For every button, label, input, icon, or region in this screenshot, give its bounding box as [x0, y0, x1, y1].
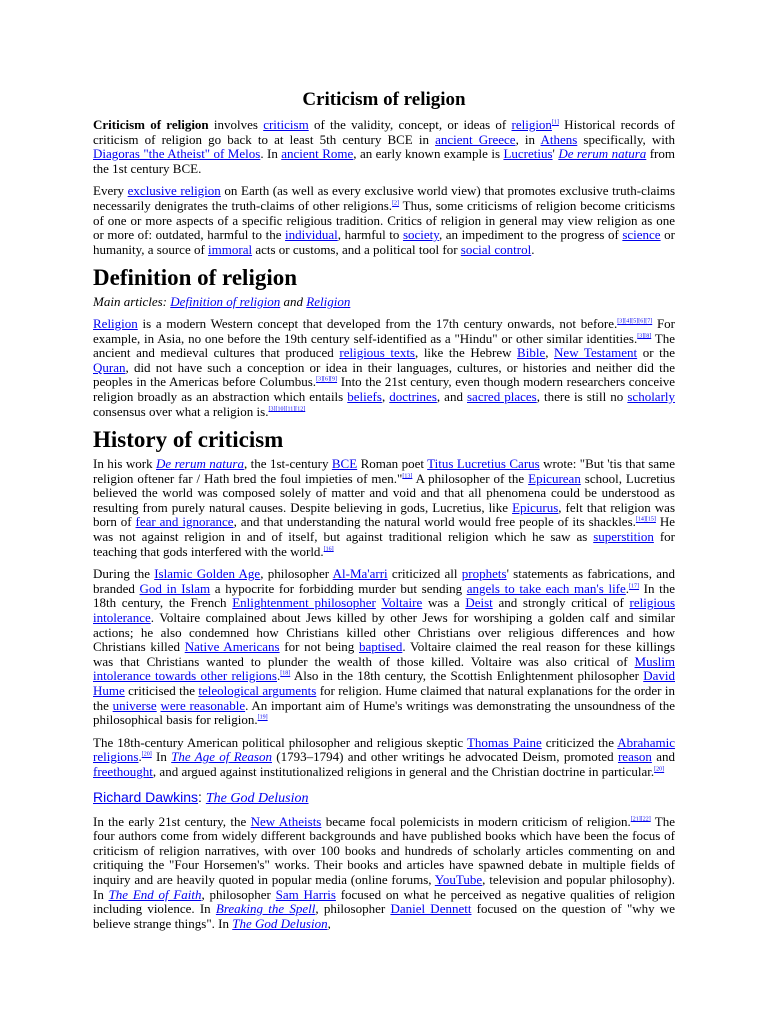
citation-group: [3][10][11][12] [268, 406, 306, 413]
link-diagoras[interactable]: Diagoras "the Atheist" of Melos [93, 146, 261, 162]
link-god-in-islam[interactable]: God in Islam [139, 580, 211, 596]
paragraph-golden-age: During the Islamic Golden Age, philosopher Al-Ma'arri criticized all prophets' statements as fabrications, and branded God in Islam a hypocrite for forbidding murder but sending angels to take each man's life.[17] In the 18th century, the French Enlightenment philosopher Voltaire was a Deist and strongly critical of religious intolerance. Voltaire complained about Jews killed by other Jews for worshiping a golden calf and similar actions; he also condemned how Christians killed other Christians over religious differences and how Christians killed Native Americans for not being baptised. Voltaire claimed the real reason for these killings was that Christians wanted to plunder the wealth of those killed. Voltaire was also critical of Muslim intolerance towards other religions.[18] Also in the 18th century, the Scottish Enlightenment philosopher David Hume criticised the teleological arguments for religion. Hume claimed that natural explanations for the order in the universe were reasonable. An important aim of Hume's writings was demonstrating the unsoundness of the philosophical basis for religion.[19] [93, 566, 676, 728]
citation: [20] [141, 752, 152, 759]
link-al-maarri[interactable]: Al-Ma'arri [332, 566, 388, 582]
link-social-control[interactable]: social control [460, 241, 532, 257]
link-daniel-dennett[interactable]: Daniel Dennett [390, 901, 472, 917]
link-epicurean[interactable]: Epicurean [528, 470, 581, 486]
link-science[interactable]: science [622, 227, 661, 243]
link-youtube[interactable]: YouTube [434, 871, 483, 887]
paragraph-lucretius: In his work De rerum natura, the 1st-century BCE Roman poet Titus Lucretius Carus wrote: "But 'tis that same religion oftener far / Hath bred the foul impieties of men."[13] A philosopher of the Epicurean school, Lucretius believed the world was composed solely of matter and void and that all phenomena could be understood as resulting from purely natural causes. Despite believing in gods, Lucretius, like Epicurus, felt that religion was born of fear and ignorance, and that understanding the natural world would free people of its shackles.[14][15] He was not against religion in and of itself, but against traditional religion which he saw as superstition for teaching that gods interfered with the world.[16] [93, 456, 676, 559]
link-richard-dawkins[interactable]: Richard Dawkins [93, 788, 199, 805]
link-islamic-golden-age[interactable]: Islamic Golden Age [154, 566, 261, 582]
link-teleological-arguments[interactable]: teleological arguments [198, 683, 317, 698]
paragraph-exclusive: Every exclusive religion on Earth (as well as every exclusive world view) that promotes exclusive truth-claims necessarily denigrates the truth-claims of other religions.[2] Thus, some criticisms of religion become criticisms of one or more aspects of a specific religious tradition. Critics of religion in general may view religion as one or more of: outdated, harmful to the individual, harmful to society, an impediment to the progress of science or humanity, a source of immoral acts or customs, and a political tool for social control. [93, 183, 676, 257]
link-society[interactable]: society [402, 227, 439, 243]
citation: [14][15] [635, 517, 656, 524]
citation-group: [3][8] [637, 333, 652, 340]
link-de-rerum-natura[interactable]: De rerum natura [558, 146, 647, 162]
paragraph-definition: Religion is a modern Western concept that developed from the 17th century onwards, not before.[3][4][5][6][7] For example, in Asia, no one before the 19th century self-identified as a "Hindu" or other similar identities.[3][8] The ancient and medieval cultures that produced religious texts, like the Hebrew Bible, New Testament or the Quran, did not have such a conception or idea in their languages, cultures, or histories and neither did the peoples in the Americas before Columbus.[3][6][9] Into the 21st century, even though modern researchers conceive religion broadly as an abstraction which entails beliefs, doctrines, and sacred places, there is still no scholarly consensus over what a religion is.[3][10][11][12] [93, 315, 676, 419]
link-ancient-rome[interactable]: ancient Rome [281, 146, 354, 162]
link-native-americans[interactable]: Native Americans [184, 639, 280, 655]
link-lucretius[interactable]: Lucretius [503, 146, 553, 162]
heading-history: History of criticism [93, 427, 284, 453]
link-end-of-faith[interactable]: The End of Faith [108, 886, 202, 902]
link-new-atheists[interactable]: New Atheists [250, 813, 322, 829]
link-prophets[interactable]: prophets [461, 566, 507, 582]
link-athens[interactable]: Athens [540, 131, 578, 147]
link-baptised[interactable]: baptised [359, 639, 403, 655]
link-epicurus[interactable]: Epicurus [512, 499, 559, 515]
link-enlightenment-philosopher[interactable]: Enlightenment philosopher [232, 595, 376, 611]
link-religious-intolerance[interactable]: religious intolerance [93, 595, 676, 626]
citation-2: [2] [392, 200, 400, 207]
citation-group: [3][4][5][6][7] [617, 318, 653, 325]
link-sam-harris[interactable]: Sam Harris [275, 886, 336, 902]
link-age-of-reason[interactable]: The Age of Reason [171, 749, 272, 765]
intro-paragraph: Criticism of religion involves criticism of the validity, concept, or ideas of religion[1] Historical records of criticism of religion go back to at least 5th century BCE in ancient Greece, in Athens specifically, with Diagoras "the Atheist" of Melos. In ancient Rome, an early known example is Lucretius' De rerum natura from the 1st century BCE. [93, 117, 676, 176]
link-religion-main[interactable]: Religion [306, 294, 351, 310]
subheading-dawkins: Richard Dawkins: The God Delusion [93, 788, 309, 806]
citation: [19] [257, 714, 268, 721]
link-deist[interactable]: Deist [465, 595, 493, 611]
link-new-testament[interactable]: New Testament [554, 345, 638, 361]
link-fear-ignorance[interactable]: fear and ignorance [135, 514, 234, 530]
link-individual[interactable]: individual [285, 227, 338, 243]
citation: [17] [629, 583, 640, 590]
link-angels[interactable]: angels to take each man's life [466, 580, 626, 596]
link-bce[interactable]: BCE [331, 456, 358, 472]
link-quran[interactable]: Quran [93, 359, 126, 375]
link-scholarly[interactable]: scholarly [627, 388, 676, 404]
link-breaking-the-spell[interactable]: Breaking the Spell [215, 901, 316, 917]
link-criticism[interactable]: criticism [263, 117, 309, 132]
link-religious-texts[interactable]: religious texts [339, 345, 415, 361]
link-abrahamic-religions[interactable]: Abrahamic religions [93, 734, 676, 765]
link-religion[interactable]: religion [511, 117, 552, 132]
link-exclusive-religion[interactable]: exclusive religion [127, 183, 221, 199]
paragraph-new-atheists: In the early 21st century, the New Atheists became focal polemicists in modern criticism of religion.[21][22] The four authors come from widely different backgrounds and have published books which have been the focus of criticism of religion narratives, with over 100 books and hundreds of scholarly articles commenting on and critiquing the "Four Horsemen's" works. Their books and articles have spawned debate in multiple fields of inquiry and are heavily quoted in popular media (online forums, YouTube, television and popular philosophy). In The End of Faith, philosopher Sam Harris focused on what he perceived as negative qualities of religion including violence. In Breaking the Spell, philosopher Daniel Dennett focused on the question of "why we believe strange things". In The God Delusion, [93, 813, 676, 931]
link-the-god-delusion-2[interactable]: The God Delusion [232, 915, 328, 931]
link-beliefs[interactable]: beliefs [347, 388, 382, 404]
citation: [21][22] [630, 816, 651, 823]
link-superstition[interactable]: superstition [593, 529, 654, 545]
link-the-god-delusion[interactable]: The God Delusion [205, 790, 309, 806]
link-thomas-paine[interactable]: Thomas Paine [466, 734, 542, 750]
link-freethought[interactable]: freethought [93, 763, 153, 779]
link-definition-of-religion[interactable]: Definition of religion [170, 294, 281, 310]
link-bible[interactable]: Bible [517, 345, 546, 361]
heading-definition: Definition of religion [93, 265, 298, 291]
article [93, 88, 675, 939]
citation: [20] [654, 766, 665, 773]
citation: [16] [323, 546, 334, 553]
link-sacred-places[interactable]: sacred places [467, 388, 537, 404]
link-immoral[interactable]: immoral [208, 241, 253, 257]
link-david-hume[interactable]: David Hume [93, 668, 675, 698]
link-universe[interactable]: universe [112, 697, 157, 713]
link-titus-lucretius[interactable]: Titus Lucretius Carus [427, 456, 540, 472]
link-voltaire[interactable]: Voltaire [381, 595, 423, 611]
link-were-reasonable[interactable]: were reasonable [160, 697, 246, 713]
citation: [13] [402, 473, 413, 480]
citation-1: [1] [551, 119, 559, 126]
citation-group: [3][6][9] [316, 376, 338, 383]
link-muslim-intolerance[interactable]: Muslim intolerance towards other religions [93, 653, 675, 684]
link-ancient-greece[interactable]: ancient Greece [435, 131, 516, 147]
link-de-rerum-natura-2[interactable]: De rerum natura [156, 456, 244, 472]
citation: [18] [280, 671, 291, 678]
main-articles-note: Main articles: Definition of religion and Religion [93, 294, 351, 310]
lead-term: Criticism of religion [93, 117, 209, 132]
paragraph-paine: The 18th-century American political philosopher and religious skeptic Thomas Paine criticized the Abrahamic religions.[20] In The Age of Reason (1793–1794) and other writings he advocated Deism, promoted reason and freethought, and argued against institutionalized religions in general and the Christian doctrine in particular.[20] [93, 734, 676, 779]
link-reason[interactable]: reason [617, 749, 652, 765]
link-doctrines[interactable]: doctrines [389, 388, 437, 404]
link-religion-2[interactable]: Religion [93, 315, 138, 331]
page-title: Criticism of religion [302, 89, 466, 110]
